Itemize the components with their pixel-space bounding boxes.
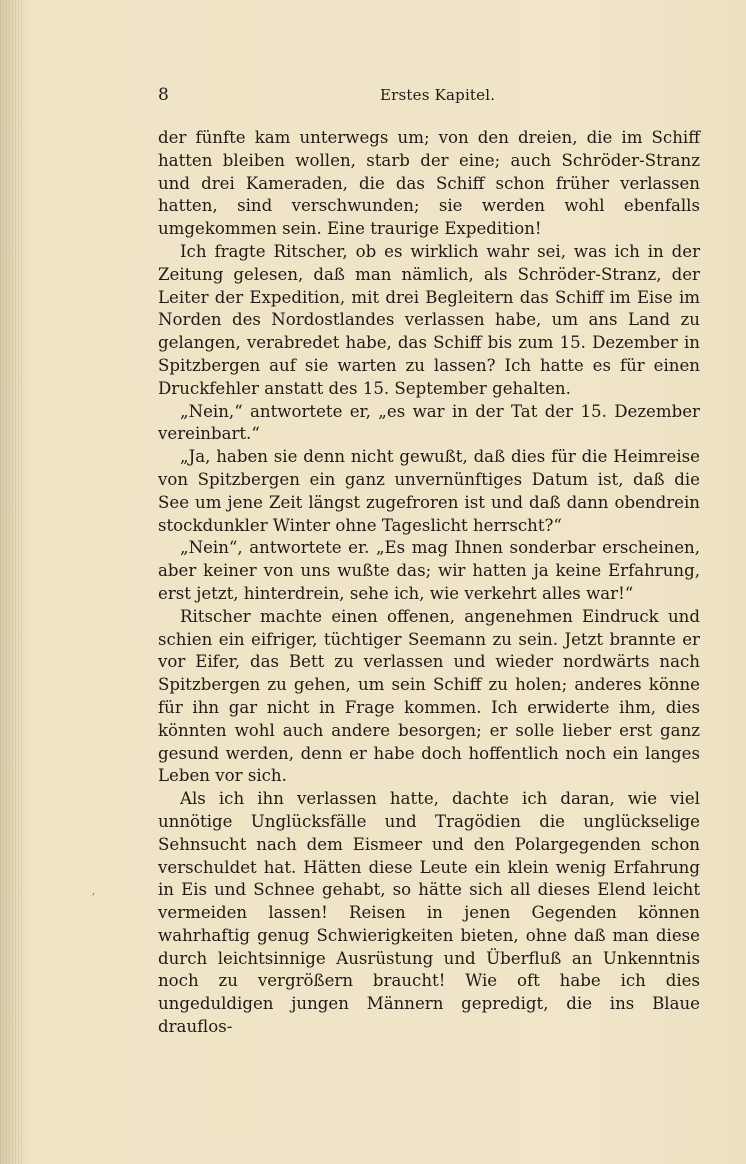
- paragraph: Ich fragte Ritscher, ob es wirklich wahr sei, was ich in der Zeitung gelesen, daß man nämlich, als Schröder-Stranz, der Leiter der Expedition, mit drei Begleitern das Schiff im Eise im Norden des Nordostlandes verlassen habe, um ans Land zu gelangen, verabredet habe, das Schiff bis zum 15. Dezember in Spitzbergen auf sie warten zu lassen? Ich hatte es für einen Druckfehler anstatt des 15. September gehalten.: [158, 241, 700, 398]
- running-title: Erstes Kapitel.: [380, 86, 496, 104]
- body-text: [158, 127, 700, 1039]
- stray-mark: ,: [92, 886, 96, 897]
- paragraph: der fünfte kam unterwegs um; von den dreien, die im Schiff hatten bleiben wollen, starb der eine; auch Schröder-Stranz und drei Kameraden, die das Schiff schon früher verlassen hatten, sind verschwunden; sie werden wohl ebenfalls umgekommen sein. Eine traurige Expedition!: [158, 128, 700, 239]
- page-number: 8: [158, 85, 169, 105]
- page-gutter: [0, 0, 22, 1164]
- paragraph: „Nein“, antwortete er. „Es mag Ihnen sonderbar erscheinen, aber keiner von uns wußte das; wir hatten ja keine Erfahrung, erst jetzt, hinterdrein, sehe ich, wie verkehrt alles war!“: [158, 538, 700, 603]
- page-header: [158, 84, 700, 108]
- paragraph: Als ich ihn verlassen hatte, dachte ich daran, wie viel unnötige Unglücksfälle und Tragödien die unglückselige Sehnsucht nach dem Eismeer und den Polargegenden schon verschuldet hat. Hätten diese Leute ein klein wenig Erfahrung in Eis und Schnee gehabt, so hätte sich all dieses Elend leicht vermeiden lassen! Reisen in jenen Gegenden können wahrhaftig genug Schwierigkeiten bieten, ohne daß man diese durch leichtsinnige Ausrüstung und Überfluß an Unkenntnis noch zu vergrößern braucht! Wie oft habe ich dies ungeduldigen jungen Männern gepredigt, die ins Blaue drauflos-: [158, 789, 700, 1037]
- paragraph: „Nein,“ antwortete er, „es war in der Tat der 15. Dezember vereinbart.“: [158, 401, 700, 444]
- paragraph: Ritscher machte einen offenen, angenehmen Eindruck und schien ein eifriger, tüchtiger Seemann zu sein. Jetzt brannte er vor Eifer, das Bett zu verlassen und wieder nordwärts nach Spitzbergen zu gehen, um sein Schiff zu holen; anderes könne für ihn gar nicht in Frage kommen. Ich erwiderte ihm, dies könnten wohl auch andere besorgen; er solle lieber erst ganz gesund werden, denn er habe doch hoffentlich noch ein langes Leben vor sich.: [158, 606, 700, 786]
- paragraph: „Ja, haben sie denn nicht gewußt, daß dies für die Heimreise von Spitzbergen ein ganz unvernünftiges Datum ist, daß die See um jene Zeit längst zugefroren ist und daß dann obendrein stockdunkler Winter ohne Tageslicht herrscht?“: [158, 447, 700, 535]
